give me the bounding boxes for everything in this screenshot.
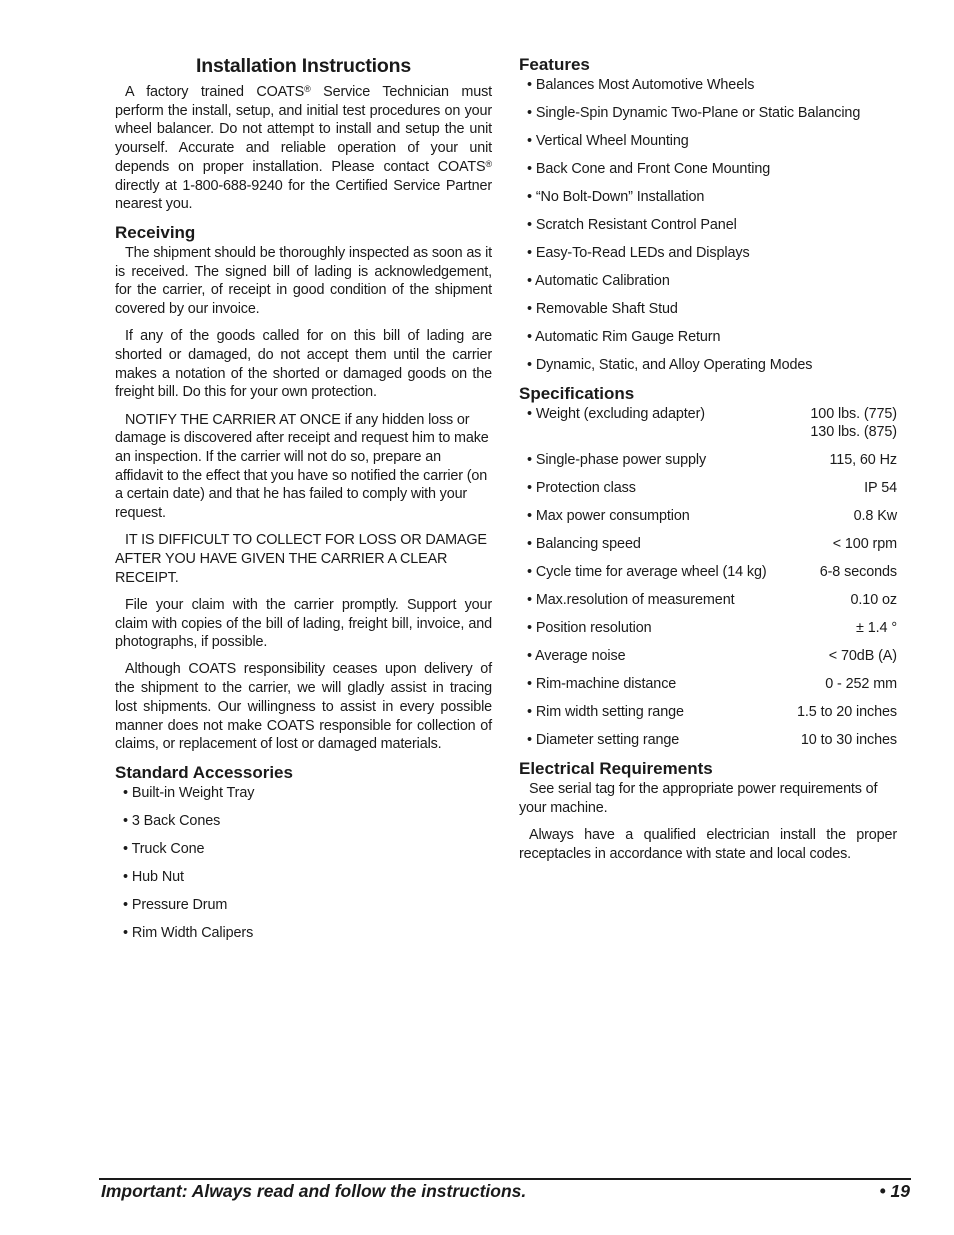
list-item: • Automatic Rim Gauge Return [527,329,721,345]
list-item: • Pressure Drum [123,897,228,913]
spec-value: 10 to 30 inches [800,732,897,749]
footer-note: Important: Always read and follow the instructions. [101,1181,527,1201]
list-item: • Easy-To-Read LEDs and Displays [527,245,750,261]
list-item: • Back Cone and Front Cone Mounting [527,161,771,177]
intro-text-1: A factory trained COATS [125,84,305,100]
spec-label: • Diameter setting range [527,732,680,749]
intro-text-3: directly at 1-800-688-9240 for the Certified Service Partner nearest you. [115,177,492,213]
specifications-table [519,405,897,750]
spec-label: • Average noise [527,648,626,665]
list-item: • Single-Spin Dynamic Two-Plane or Static Balancing [527,105,861,121]
spec-row [519,619,897,638]
electrical-paragraph: See serial tag for the appropriate power requirements of your machine. [519,781,878,816]
spec-label: • Rim width setting range [527,704,684,721]
receiving-paragraph: NOTIFY THE CARRIER AT ONCE if any hidden loss or damage is discovered after receipt and request him to make an inspection. If the carrier will not do so, prepare an affidavit to the effect that you have so notified the carrier (on a certain date) and that he has failed to comply with your request. [115,411,489,522]
spec-value: < 70dB (A) [828,648,897,665]
intro-text-2: Service Technician must perform the install, setup, and initial test procedures on your wheel balancer. Do not attempt to install and setup the unit yourself. Accurate and reliable operation of your unit depends on proper installation. Please contact COATS [115,84,492,175]
spec-value: 0 - 252 mm [825,676,897,693]
receiving-paragraph: Although COATS responsibility ceases upon delivery of the shipment to the carrier, we will gladly assist in tracing lost shipments. Our willingness to assist in every possible manner does not make COATS responsible for collection of claims, or replacement of lost or damaged materials. [115,661,492,753]
receiving-paragraph: The shipment should be thoroughly inspected as soon as it is received. The signed bill of lading is acknowledgement, for the carrier, of receipt in good condition of the shipment covered by our invoice. [115,244,492,318]
electrical-paragraph: Always have a qualified electrician install the proper receptacles in accordance with state and local codes. [519,827,897,862]
page-number: • 19 [879,1181,910,1201]
spec-label: • Position resolution [527,620,652,637]
list-item: • “No Bolt-Down” Installation [527,189,705,205]
spec-row [519,675,897,694]
spec-row [519,507,897,526]
spec-row [519,563,897,582]
spec-value: 1.5 to 20 inches [796,704,897,721]
accessories-heading: Standard Accessories [115,763,293,782]
page-title: Installation Instructions [196,55,411,77]
electrical-heading: Electrical Requirements [519,759,713,779]
spec-value: 0.10 oz [850,592,897,609]
list-item: • Balances Most Automotive Wheels [527,77,755,93]
list-item: • Dynamic, Static, and Alloy Operating Modes [527,357,813,373]
spec-row [519,591,897,610]
spec-label: • Max.resolution of measurement [527,592,735,609]
spec-value: 6-8 seconds [819,564,897,581]
spec-row [519,479,897,498]
registered-mark: ® [304,84,311,94]
spec-label: • Single-phase power supply [527,452,707,469]
list-item: • Automatic Calibration [527,273,670,289]
accessories-list [115,784,492,943]
spec-row [519,731,897,750]
receiving-paragraph: File your claim with the carrier promptly. Support your claim with copies of the bill of lading, freight bill, invoice, and photographs, if possible. [115,596,492,651]
list-item: • Vertical Wheel Mounting [527,133,689,149]
spec-value: IP 54 [864,480,897,497]
receiving-paragraph: If any of the goods called for on this bill of lading are shorted or damaged, do not accept them until the carrier makes a notation of the shorted or damaged goods on the freight bill. Do this for your own protection. [115,328,492,401]
list-item: • Removable Shaft Stud [527,301,678,317]
spec-label: • Weight (excluding adapter) [527,405,705,422]
spec-value: 0.8 Kw [853,508,897,525]
footer-rule [99,1178,911,1180]
spec-value: < 100 rpm [832,536,897,553]
list-item: • Hub Nut [123,869,184,885]
receiving-paragraph: IT IS DIFFICULT TO COLLECT FOR LOSS OR DAMAGE AFTER YOU HAVE GIVEN THE CARRIER A CLEAR RECEIPT. [115,532,487,586]
features-heading: Features [519,55,590,74]
features-list [519,76,897,375]
spec-value: 115, 60 Hz [829,452,897,469]
spec-label: • Max power consumption [527,508,690,525]
left-column [115,55,492,949]
spec-label: • Rim-machine distance [527,676,677,693]
spec-label: • Balancing speed [527,536,641,553]
spec-row [519,451,897,470]
spec-row [519,647,897,666]
list-item: • Truck Cone [123,841,205,857]
registered-mark: ® [485,158,492,169]
spec-row [519,703,897,722]
spec-label: • Cycle time for average wheel (14 kg) [527,564,767,581]
spec-row [519,405,897,442]
list-item: • Built-in Weight Tray [123,785,255,801]
spec-row [519,535,897,554]
specifications-heading: Specifications [519,383,635,403]
spec-label: • Protection class [527,480,636,497]
intro-paragraph [115,83,492,214]
list-item: • Scratch Resistant Control Panel [527,217,737,233]
receiving-heading: Receiving [115,222,196,242]
spec-value: ± 1.4 ° [856,620,897,637]
list-item: • Rim Width Calipers [123,925,254,941]
right-column [519,55,897,872]
list-item: • 3 Back Cones [123,813,221,829]
spec-value: 100 lbs. (775) 130 lbs. (875) [810,405,897,441]
